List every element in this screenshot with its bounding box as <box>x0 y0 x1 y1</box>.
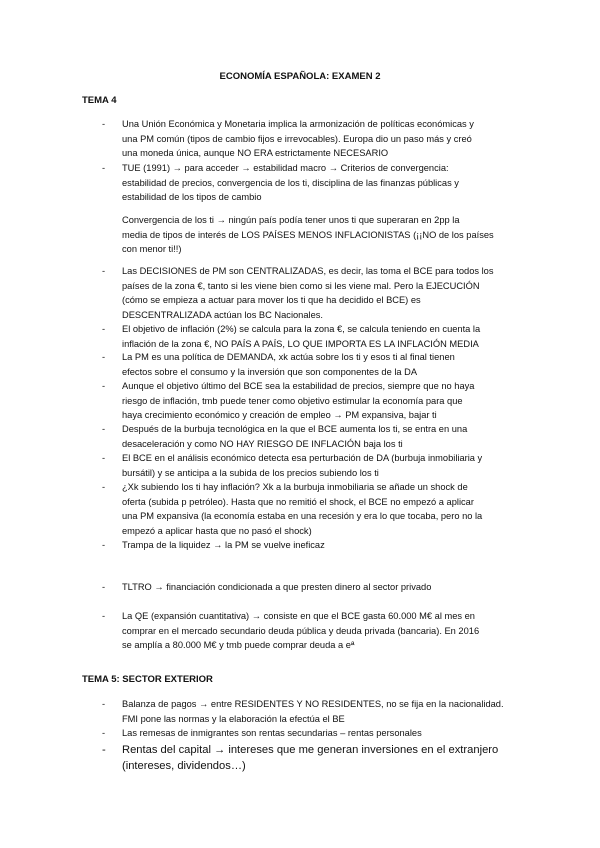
text-line: Las DECISIONES de PM son CENTRALIZADAS, es decir, las toma el BCE para todos los <box>122 266 494 276</box>
bullet-item <box>102 742 499 774</box>
text-line: se amplía a 80.000 M€ y tmb puede comprar deuda a eª <box>122 640 355 650</box>
text-line: estabilidad de precios, convergencia de los ti, disciplina de las finanzas públicas y <box>122 177 459 188</box>
text-line: oferta (subida p petróleo). Hasta que no remitió el shock, el BCE no empezó a aplicar <box>122 496 474 507</box>
text-line: media de tipos de interés de LOS PAÍSES MENOS INFLACIONISTAS (¡¡NO de los países <box>122 229 494 240</box>
text-line: inflación de la zona €, NO PAÍS A PAÍS, LO QUE IMPORTA ES LA INFLACIÓN MEDIA <box>122 338 479 349</box>
bullet-dash: - <box>102 381 106 391</box>
bullet-dash: - <box>102 324 106 334</box>
bullet-item <box>102 264 494 322</box>
text-line: DESCENTRALIZADA actúan los BC Nacionales. <box>122 309 323 320</box>
text-line: países de la zona €, tanto si les viene bien como si les viene mal. Pero la EJECUCIÓN <box>122 280 480 291</box>
text-line: Las remesas de inmigrantes son rentas secundarias – rentas personales <box>122 728 422 738</box>
text-line: TUE (1991) → para acceder → estabilidad macro → Criterios de convergencia: <box>122 163 449 173</box>
text-line: Después de la burbuja tecnológica en la que el BCE aumenta los ti, se entra en una <box>122 424 468 434</box>
bullet-dash: - <box>102 482 106 492</box>
bullet-dash: - <box>102 424 106 434</box>
bullet-dash: - <box>102 266 106 276</box>
text-line: Una Unión Económica y Monetaria implica la armonización de políticas económicas y <box>122 119 474 129</box>
text-line: (cómo se empieza a actuar para mover los ti que ha decidido el BCE) es <box>122 295 421 305</box>
text-line: una PM expansiva (la economía estaba en una recesión y era lo que tocaba, pero no la <box>122 511 483 521</box>
text-line: bursátil) y se anticipa a la subida de los precios subiendo los ti <box>122 467 379 478</box>
text-line: El BCE en el análisis económico detecta esa perturbación de DA (burbuja inmobiliaria y <box>122 453 483 463</box>
bullet-item <box>102 117 474 161</box>
bullet-dash: - <box>102 699 106 709</box>
bullet-dash: - <box>102 728 106 738</box>
bullet-dash: - <box>102 453 106 463</box>
text-line: riesgo de inflación, tmb puede tener como objetivo estimular la economía para que <box>122 395 463 406</box>
paragraph <box>122 213 494 257</box>
text-line: FMI pone las normas y la elaboración la efectúa el BE <box>122 713 345 724</box>
document-title: ECONOMÍA ESPAÑOLA: EXAMEN 2 <box>219 71 381 82</box>
bullet-item <box>102 322 481 351</box>
text-line: La QE (expansión cuantitativa) → consiste en que el BCE gasta 60.000 M€ al mes en <box>122 611 475 621</box>
text-line: El objetivo de inflación (2%) se calcula para la zona €, se calcula teniendo en cuenta la <box>122 324 481 334</box>
text-line: ¿Xk subiendo los ti hay inflación? Xk a la burbuja inmobiliaria se añade un shock de <box>122 482 468 492</box>
bullet-item <box>102 379 475 423</box>
bullet-item <box>102 538 325 553</box>
text-line: La PM es una política de DEMANDA, xk actúa sobre los ti y esos ti al final tienen <box>122 352 455 362</box>
bullet-item <box>102 580 432 595</box>
bullet-item <box>102 350 455 379</box>
text-line: Rentas del capital → intereses que me generan inversiones en el extranjero <box>122 744 499 756</box>
text-line: (intereses, dividendos…) <box>122 760 246 772</box>
text-line: Convergencia de los ti → ningún país podía tener unos ti que superaran en 2pp la <box>122 215 460 225</box>
bullet-item <box>102 480 483 538</box>
bullet-dash: - <box>102 744 106 756</box>
bullet-item <box>102 161 459 205</box>
text-line: TLTRO → financiación condicionada a que presten dinero al sector privado <box>122 582 432 592</box>
text-line: Trampa de la liquidez → la PM se vuelve ineficaz <box>122 540 325 550</box>
bullet-dash: - <box>102 540 106 550</box>
bullet-item <box>102 422 468 451</box>
bullet-dash: - <box>102 352 106 362</box>
text-line: estabilidad de los tipos de cambio <box>122 192 262 202</box>
section-heading-tema5: TEMA 5: SECTOR EXTERIOR <box>82 674 213 685</box>
text-line: comprar en el mercado secundario deuda pública y deuda privada (bancaria). En 2016 <box>122 625 480 636</box>
bullet-item <box>102 451 483 480</box>
bullet-dash: - <box>102 582 106 592</box>
text-line: desaceleración y como NO HAY RIESGO DE INFLACIÓN baja los ti <box>122 438 403 449</box>
text-line: empezó a aplicar hasta que no pasó el shock) <box>122 525 312 536</box>
text-line: una moneda única, aunque NO ERA estrictamente NECESARIO <box>122 148 389 158</box>
bullet-item <box>102 609 480 653</box>
text-line: con menor ti!!) <box>122 244 182 254</box>
bullet-dash: - <box>102 611 106 621</box>
bullet-dash: - <box>102 163 106 173</box>
bullet-item <box>102 726 422 741</box>
text-line: Balanza de pagos → entre RESIDENTES Y NO RESIDENTES, no se fija en la nacionalidad. <box>122 699 504 709</box>
text-line: Aunque el objetivo último del BCE sea la estabilidad de precios, siempre que no haya <box>122 381 475 391</box>
bullet-dash: - <box>102 119 106 129</box>
bullet-item <box>102 697 504 726</box>
text-line: efectos sobre el consumo y la inversión que son componentes de la DA <box>122 366 418 377</box>
section-heading-tema4: TEMA 4 <box>82 95 117 106</box>
text-line: una PM común (tipos de cambio fijos e irrevocables). Europa dio un paso más y creó <box>122 133 472 144</box>
text-line: haya crecimiento económico y creación de empleo → PM expansiva, bajar ti <box>122 410 437 420</box>
